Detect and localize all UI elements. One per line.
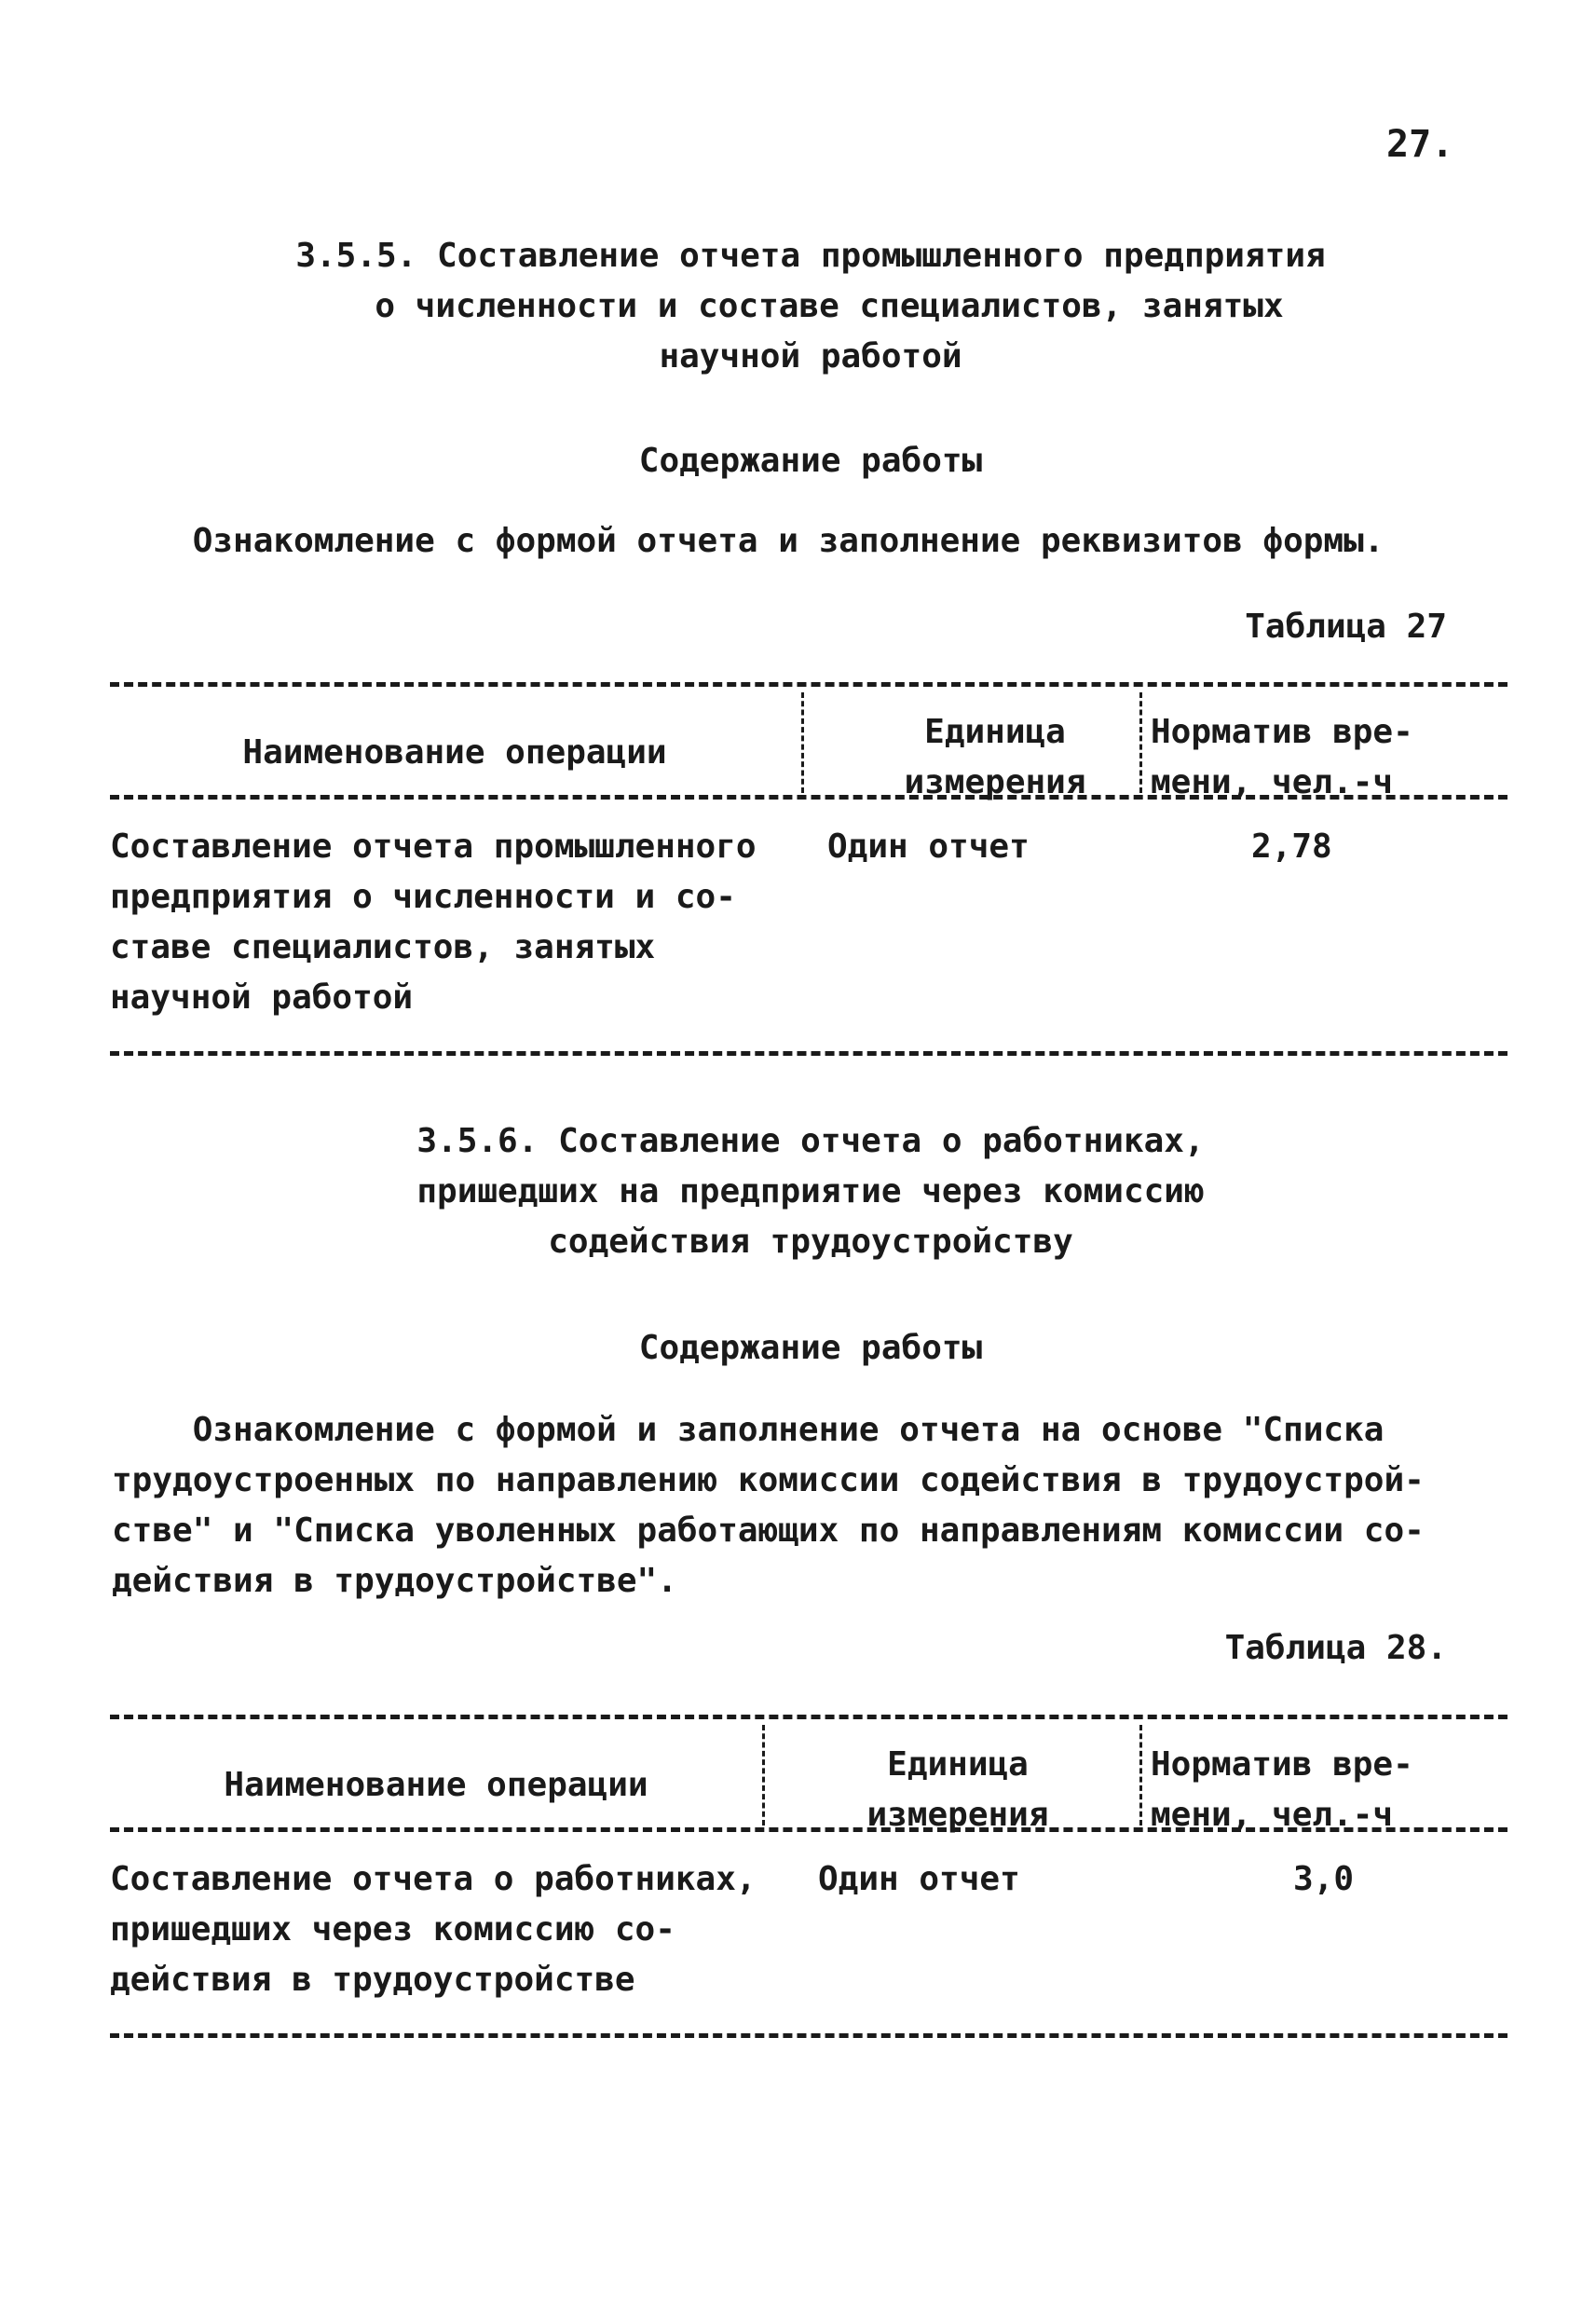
cell-operation-line: пришедших через комиссию со- (110, 1910, 675, 1949)
cell-unit: Один отчет (818, 1860, 1020, 1898)
header-operation-line: Наименование операции (242, 733, 667, 772)
paragraph-line: Ознакомление с формой и заполнение отчета на основе "Списка (112, 1411, 1385, 1449)
header-unit-line: измерения (866, 1796, 1049, 1834)
header-norm-line: мени, чел.-ч (1151, 763, 1394, 801)
header-unit-line: Единица (887, 1745, 1029, 1784)
table-row (110, 800, 1507, 1051)
header-operation-line: Наименование операции (224, 1766, 648, 1804)
paragraph-line: действия в трудоустройстве". (112, 1562, 677, 1600)
paragraph (112, 516, 1435, 567)
header-operation (110, 1760, 762, 1811)
header-norm (1139, 1740, 1514, 1840)
data-table (110, 682, 1507, 1056)
section-title-line: о численности и составе специалистов, занятых (375, 287, 1284, 325)
cell-unit: Один отчет (827, 827, 1030, 866)
cell-operation (110, 1854, 799, 2005)
paragraph (112, 1405, 1435, 1607)
header-norm (1139, 707, 1514, 808)
subheading: Содержание работы (638, 442, 983, 480)
header-operation (110, 728, 799, 778)
header-unit-line: Единица (924, 713, 1066, 751)
cell-norm: 3,0 (1293, 1860, 1355, 1898)
table-header (110, 1719, 1507, 1834)
section-title-line: 3.5.5. Составление отчета промышленного предприятия (295, 237, 1326, 275)
table-caption: Таблица 27 (1245, 608, 1447, 646)
section-title (186, 1116, 1435, 1267)
section-title-line: содействия трудоустройству (548, 1223, 1073, 1261)
paragraph-line: трудоустроенных по направлению комиссии содействия в трудоустрой- (112, 1461, 1425, 1499)
cell-operation-line: предприятия о численности и со- (110, 878, 736, 916)
header-unit (767, 1740, 1149, 1840)
cell-operation (110, 822, 799, 1023)
section-title (186, 231, 1435, 382)
table-caption: Таблица 28. (1224, 1629, 1447, 1667)
cell-operation-line: ставе специалистов, занятых (110, 928, 656, 966)
cell-operation-line: Составление отчета промышленного (110, 827, 757, 866)
data-table (110, 1715, 1507, 2038)
page-number: 27. (1386, 123, 1454, 166)
cell-norm: 2,78 (1251, 827, 1332, 866)
section-title-line: научной работой (659, 337, 962, 376)
paragraph-line: Ознакомление с формой отчета и заполнение реквизитов формы. (112, 522, 1385, 560)
header-norm-line: Норматив вре- (1151, 1745, 1413, 1784)
cell-operation-line: научной работой (110, 978, 414, 1017)
paragraph-line: стве" и "Списка уволенных работающих по направлениям комиссии со- (112, 1511, 1425, 1550)
table-header (110, 687, 1507, 801)
header-norm-line: Норматив вре- (1151, 713, 1413, 751)
cell-operation-line: действия в трудоустройстве (110, 1961, 635, 1999)
table-rule-bottom (110, 1051, 1507, 1056)
section-title-line: пришедших на предприятие через комиссию (416, 1172, 1205, 1210)
header-norm-line: мени, чел.-ч (1151, 1796, 1394, 1834)
header-divider (762, 1725, 765, 1826)
header-unit (804, 707, 1186, 808)
subheading: Содержание работы (638, 1329, 983, 1367)
cell-operation-line: Составление отчета о работниках, (110, 1860, 757, 1898)
header-unit-line: измерения (904, 763, 1086, 801)
section-title-line: 3.5.6. Составление отчета о работниках, (416, 1122, 1205, 1160)
table-rule-bottom (110, 2033, 1507, 2038)
table-row (110, 1832, 1507, 2033)
